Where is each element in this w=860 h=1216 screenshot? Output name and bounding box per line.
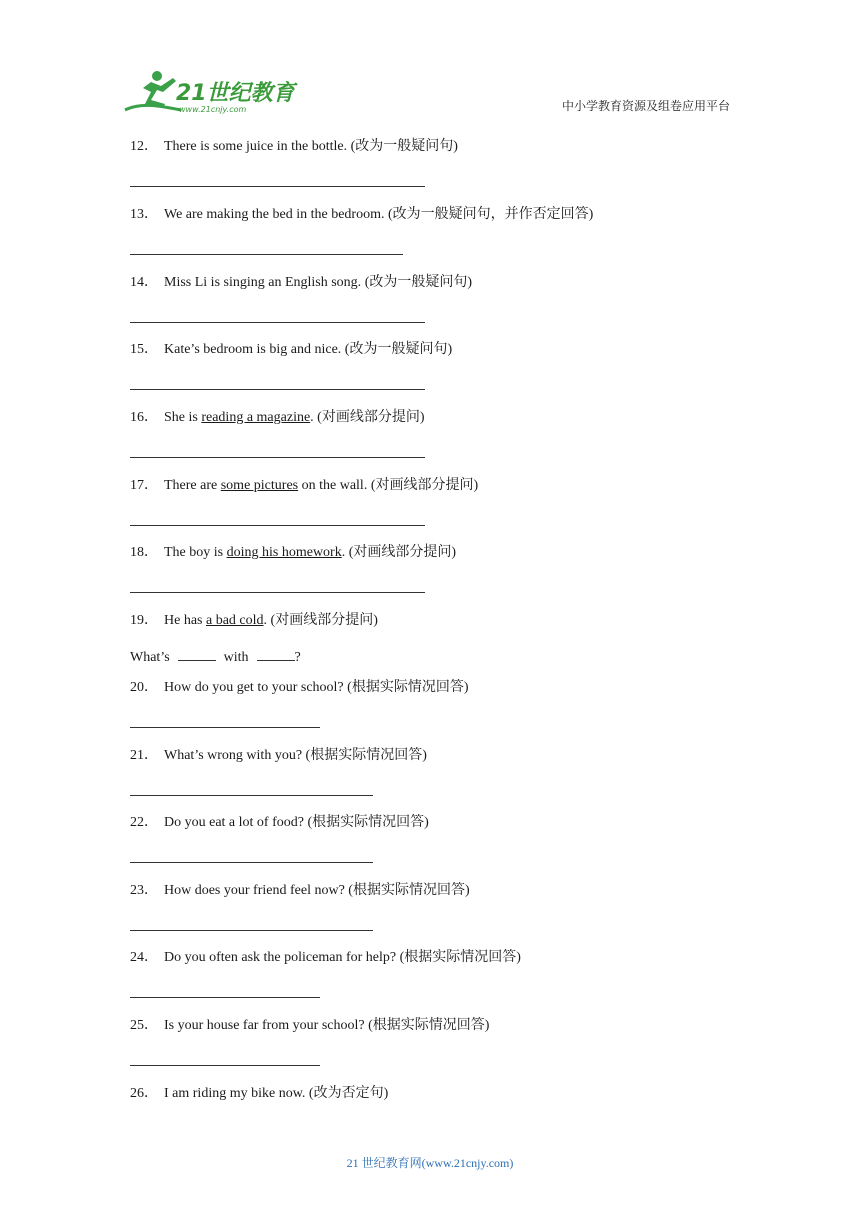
question-25 [130,1017,489,1035]
question-text: How does your friend feel now? [164,883,349,898]
question-number: 12． [130,139,158,154]
question-text: What’s wrong with you? [164,748,306,763]
question-number: 19． [130,613,158,628]
instruction-note: (对画线部分提问) [317,410,425,425]
question-text: Kate’s bedroom is big and nice. [164,342,345,357]
instruction-note: (根据实际情况回答) [305,748,427,763]
underlined-phrase: doing his homework [226,545,342,560]
answer-line[interactable] [130,997,320,998]
logo-runner-icon [121,66,301,116]
underlined-phrase: reading a magazine [201,410,311,425]
question-text-tail: . [341,545,349,560]
question-18 [130,544,456,562]
question-number: 22． [130,815,158,830]
answer-line[interactable] [130,592,425,593]
underlined-phrase: some pictures [220,478,299,493]
question-number: 16． [130,410,158,425]
answer-line[interactable] [130,862,373,863]
question-text: Do you eat a lot of food? [164,815,308,830]
question-number: 20． [130,680,158,695]
answer-line[interactable] [130,795,373,796]
question-22 [130,814,429,832]
logo-text: 21世纪教育 [176,81,295,106]
q19-blank-2[interactable] [257,646,295,661]
question-number: 25． [130,1018,158,1033]
answer-line[interactable] [130,186,425,187]
question-number: 23． [130,883,158,898]
logo-url: www.21cnjy.com [179,105,247,114]
question-text: There is some juice in the bottle. [164,139,351,154]
question-20 [130,679,468,697]
instruction-note: (改为一般疑问句) [364,275,473,290]
question-13 [130,206,593,224]
q19-word-whats: What’s [130,650,170,665]
instruction-note: (改为否定句) [308,1086,389,1101]
question-number: 15． [130,342,158,357]
q19-word-with: with [223,650,249,665]
question-text-tail: . [310,410,318,425]
underlined-phrase: a bad cold [206,613,264,628]
question-23 [130,882,470,900]
question-text: He has [164,613,206,628]
question-text: She is [164,410,202,425]
question-number: 18． [130,545,158,560]
answer-line[interactable] [130,457,425,458]
answer-line[interactable] [130,322,425,323]
q19-question-mark: ? [294,650,301,665]
question-number: 13． [130,207,158,222]
question-text: Miss Li is singing an English song. [164,275,365,290]
question-12 [130,138,458,156]
question-text: Is your house far from your school? [164,1018,369,1033]
instruction-note: (改为一般疑问句，并作否定回答) [387,207,594,222]
answer-line[interactable] [130,930,373,931]
footer: 21 世纪教育网(www.21cnjy.com) [346,1156,514,1170]
instruction-note: (根据实际情况回答) [347,680,469,695]
header-right-text: 中小学教育资源及组卷应用平台 [561,99,730,113]
instruction-note: (改为一般疑问句) [344,342,453,357]
question-text-tail: . [263,613,271,628]
answer-line[interactable] [130,389,425,390]
instruction-note: (根据实际情况回答) [368,1018,490,1033]
question-text: How do you get to your school? [164,680,348,695]
question-number: 14． [130,275,158,290]
q19-fill-prompt [130,646,301,667]
question-14 [130,274,472,292]
instruction-note: (对画线部分提问) [370,478,479,493]
question-text: We are making the bed in the bedroom. [164,207,388,222]
question-16 [130,409,425,427]
question-number: 26． [130,1086,158,1101]
instruction-note: (对画线部分提问) [348,545,457,560]
instruction-note: (对画线部分提问) [270,613,378,628]
page-header [0,0,860,125]
question-number: 17． [130,478,158,493]
question-number: 24． [130,950,158,965]
instruction-note: (改为一般疑问句) [350,139,458,154]
q19-blank-1[interactable] [178,646,216,661]
answer-line[interactable] [130,727,320,728]
question-number: 21． [130,748,158,763]
question-21 [130,747,427,765]
question-text: The boy is [164,545,227,560]
answer-line[interactable] [130,1065,320,1066]
question-17 [130,477,478,495]
question-26 [130,1085,388,1103]
question-text: There are [164,478,221,493]
logo [121,66,301,116]
question-24 [130,949,521,967]
question-text: I am riding my bike now. [164,1086,309,1101]
instruction-note: (根据实际情况回答) [307,815,429,830]
question-text-tail: on the wall. [298,478,371,493]
instruction-note: (根据实际情况回答) [348,883,470,898]
question-text: Do you often ask the policeman for help? [164,950,400,965]
answer-line[interactable] [130,254,403,255]
instruction-note: (根据实际情况回答) [399,950,521,965]
answer-line[interactable] [130,525,425,526]
question-15 [130,341,452,359]
question-19 [130,612,378,630]
